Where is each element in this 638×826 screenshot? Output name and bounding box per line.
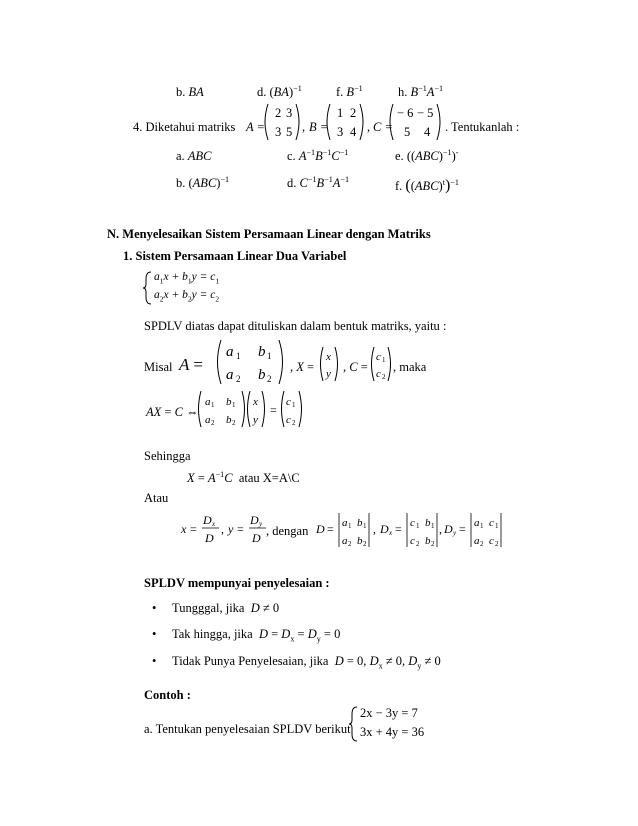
svg-text:4: 4 xyxy=(424,125,431,139)
svg-text:1: 1 xyxy=(382,356,386,364)
svg-text:a: a xyxy=(226,344,234,360)
svg-text:− 6: − 6 xyxy=(397,106,414,120)
svg-text:=: = xyxy=(395,522,402,536)
svg-text:D: D xyxy=(444,522,453,536)
svg-text:c: c xyxy=(489,535,494,547)
svg-text:=: = xyxy=(459,522,466,536)
item-b-ba: b. BA xyxy=(176,85,204,99)
svg-text:2: 2 xyxy=(382,373,386,381)
svg-text:a: a xyxy=(205,414,211,426)
svg-text:1: 1 xyxy=(480,522,484,530)
svg-text:b: b xyxy=(258,367,266,383)
svg-text:D: D xyxy=(380,522,389,536)
matrix-c-vector xyxy=(369,345,393,383)
spldv-solution-title: SPLDV mempunyai penyelesaian : xyxy=(144,576,330,590)
determinants xyxy=(316,510,516,550)
bullet-none: Tidak Punya Penyelesaian, jika D = 0, $D_x \ne 0$, $D_y \ne 0$ xyxy=(172,654,441,671)
cramer-fractions xyxy=(181,510,271,546)
svg-text:D: D xyxy=(250,513,259,527)
svg-text:c: c xyxy=(286,414,291,426)
svg-text:,: , xyxy=(439,522,442,536)
item-h: h. $B^{-1}A^{-1}$ xyxy=(398,83,444,99)
svg-text:5: 5 xyxy=(404,125,411,139)
svg-text:c: c xyxy=(410,535,415,547)
item-e: e. ((ABC)$^{-1}$)- xyxy=(395,147,459,163)
system-eq-1: $a_1x + b_1y = c_1$ xyxy=(154,271,220,286)
svg-text:3: 3 xyxy=(337,125,344,139)
svg-text:2: 2 xyxy=(236,374,241,384)
matrix-b xyxy=(324,102,366,142)
svg-text:b: b xyxy=(425,517,431,529)
svg-text:c: c xyxy=(410,517,415,529)
svg-text:y: y xyxy=(253,414,258,426)
svg-text:y: y xyxy=(326,368,331,380)
svg-text:c: c xyxy=(376,368,381,380)
svg-text:b: b xyxy=(258,344,266,360)
matrix-equation xyxy=(196,389,314,429)
svg-text:1: 1 xyxy=(431,522,435,530)
svg-text:2: 2 xyxy=(350,106,357,120)
svg-text:1: 1 xyxy=(416,522,420,530)
svg-text:1: 1 xyxy=(232,401,236,409)
example-eq-1: 2x − 3y = 7 xyxy=(360,706,418,720)
svg-text:x: x xyxy=(326,351,331,363)
svg-text:D: D xyxy=(203,513,212,527)
svg-text:1: 1 xyxy=(267,351,272,361)
svg-text:a: a xyxy=(474,535,480,547)
svg-text:b: b xyxy=(357,517,363,529)
svg-text:2: 2 xyxy=(363,540,367,548)
item-f-abc: f. $((ABC)^t)^{-1}$ xyxy=(395,177,459,194)
bullet-icon: • xyxy=(152,627,157,641)
svg-text:2: 2 xyxy=(211,419,215,427)
q4-tail: . Tentukanlah : xyxy=(445,120,520,134)
item-d-ba-inverse: d. (BA)$^{-1}$ xyxy=(257,83,302,99)
bullet-icon: • xyxy=(152,654,157,668)
dengan-label: , dengan xyxy=(266,524,309,538)
svg-text:a: a xyxy=(342,517,348,529)
ax-equals-c: AX = C ⇔ xyxy=(146,405,199,419)
subsection-title: 1. Sistem Persamaan Linear Dua Variabel xyxy=(123,249,347,263)
svg-text:a: a xyxy=(342,535,348,547)
matrix-a-label: A = xyxy=(246,120,265,134)
svg-text:x: x xyxy=(253,396,258,408)
matrix-c-label: C = xyxy=(373,120,393,134)
svg-text:1: 1 xyxy=(211,401,215,409)
svg-text:1: 1 xyxy=(495,522,499,530)
svg-text:2: 2 xyxy=(416,540,420,548)
svg-text:y: y xyxy=(259,520,263,528)
matrix-a xyxy=(262,102,302,142)
svg-text:x: x xyxy=(212,520,216,528)
svg-text:2: 2 xyxy=(495,540,499,548)
svg-text:x: x xyxy=(181,522,187,536)
svg-text:2: 2 xyxy=(275,106,282,120)
svg-text:b: b xyxy=(425,535,431,547)
svg-text:=: = xyxy=(237,522,244,536)
matrix-ab xyxy=(214,338,286,386)
svg-text:a: a xyxy=(226,367,234,383)
svg-text:4: 4 xyxy=(350,125,357,139)
svg-text:2: 2 xyxy=(292,419,296,427)
svg-text:c: c xyxy=(489,517,494,529)
misal-label: Misal xyxy=(144,360,173,374)
svg-text:,: , xyxy=(373,522,376,536)
svg-text:− 5: − 5 xyxy=(417,106,434,120)
q4-lead: 4. Diketahui matriks xyxy=(133,120,236,134)
svg-text:2: 2 xyxy=(232,419,236,427)
svg-text:3: 3 xyxy=(275,125,282,139)
contoh-title: Contoh : xyxy=(144,688,191,702)
svg-text:c: c xyxy=(376,351,381,363)
svg-text:2: 2 xyxy=(431,540,435,548)
sehingga-label: Sehingga xyxy=(144,449,191,463)
svg-text:a: a xyxy=(474,517,480,529)
svg-text:b: b xyxy=(357,535,363,547)
svg-text:1: 1 xyxy=(348,522,352,530)
item-d-cba: d. $C^{-1}B^{-1}A^{-1}$ xyxy=(287,174,350,190)
bullet-infinite: Tak hingga, jika $D = D_x = D_y = 0$ xyxy=(172,627,341,644)
atau-label: Atau xyxy=(144,491,169,505)
svg-text:2: 2 xyxy=(480,540,484,548)
bullet-unique: Tungggal, jika D ≠ 0 xyxy=(172,601,280,615)
svg-text:D: D xyxy=(252,531,261,545)
example-eq-2: 3x + 4y = 36 xyxy=(360,725,425,739)
svg-text:y: y xyxy=(453,529,457,537)
svg-text:3: 3 xyxy=(286,106,293,120)
item-a: a. ABC xyxy=(176,149,212,163)
svg-text:1: 1 xyxy=(292,401,296,409)
matrix-c xyxy=(387,102,443,142)
left-brace-icon xyxy=(143,271,153,305)
svg-text:=: = xyxy=(190,522,197,536)
svg-text:,: , xyxy=(221,522,224,536)
solution-formula: $X = A^{-1}C$ atau X=A\C xyxy=(187,469,300,485)
svg-text:D: D xyxy=(205,531,214,545)
item-b-abc: b. (ABC)$^{-1}$ xyxy=(176,174,230,190)
matrix-xy xyxy=(318,345,340,383)
svg-text:1: 1 xyxy=(236,351,241,361)
svg-text:=: = xyxy=(270,403,277,417)
system-eq-2: $a_2x + b_2y = c_2$ xyxy=(154,289,220,304)
section-title: N. Menyelesaikan Sistem Persamaan Linear dengan Matriks xyxy=(107,227,431,241)
svg-text:D: D xyxy=(316,522,325,536)
svg-text:b: b xyxy=(226,414,232,426)
svg-text:5: 5 xyxy=(286,125,293,139)
svg-text:c: c xyxy=(286,396,291,408)
svg-text:2: 2 xyxy=(267,374,272,384)
svg-text:x: x xyxy=(389,529,393,537)
svg-text:1: 1 xyxy=(363,522,367,530)
svg-text:b: b xyxy=(226,396,232,408)
maka-label: , maka xyxy=(393,360,427,374)
svg-text:1: 1 xyxy=(337,106,344,120)
bullet-icon: • xyxy=(152,601,157,615)
contoh-a: a. Tentukan penyelesaian SPLDV berikut xyxy=(144,722,351,736)
item-f-b-inverse: f. $B^{-1}$ xyxy=(336,83,363,99)
left-brace-icon xyxy=(349,706,359,742)
svg-text:y: y xyxy=(228,522,234,536)
spdlv-text: SPDLV diatas dapat dituliskan dalam bentuk matriks, yaitu : xyxy=(144,319,447,333)
svg-text:=: = xyxy=(327,522,334,536)
item-c: c. $A^{-1}B^{-1}C^{-1}$ xyxy=(287,147,349,163)
matrix-b-label: B = xyxy=(309,120,329,134)
svg-text:2: 2 xyxy=(348,540,352,548)
matrix-a-symbol: A = xyxy=(179,355,203,374)
svg-text:a: a xyxy=(205,396,211,408)
